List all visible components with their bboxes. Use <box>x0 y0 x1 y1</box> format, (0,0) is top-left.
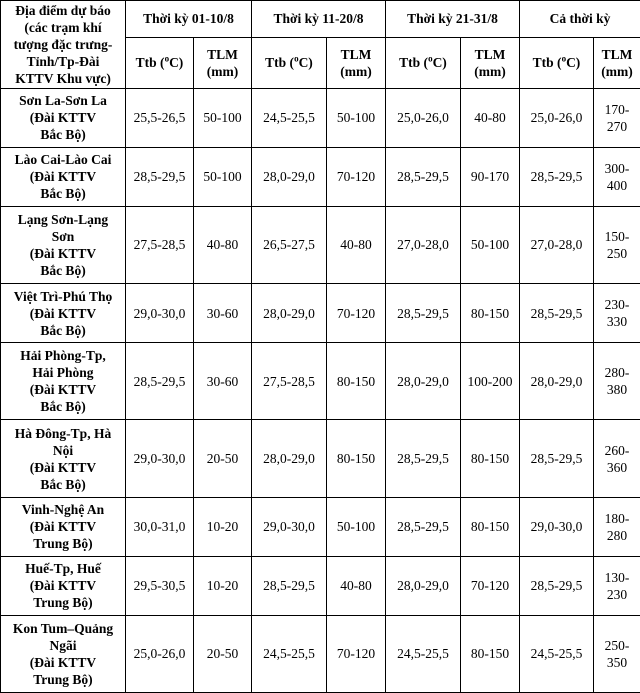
table-row <box>1 89 640 148</box>
ttb-value-cell: 29,0-30,0 <box>126 284 194 343</box>
tlm-value-cell: 260-360 <box>594 420 640 497</box>
tlm-value-cell: 150-250 <box>594 206 640 283</box>
table-row <box>1 420 640 497</box>
tlm-value-cell: 80-150 <box>461 497 520 556</box>
ttb-value-cell: 28,5-29,5 <box>386 147 461 206</box>
table-row <box>1 147 640 206</box>
tlm-value-cell: 80-150 <box>327 420 386 497</box>
ttb-value-cell: 24,5-25,5 <box>252 89 327 148</box>
ttb-value-cell: 26,5-27,5 <box>252 206 327 283</box>
station-name-cell: Huế-Tp, Huế (Đài KTTV Trung Bộ) <box>1 556 126 615</box>
ttb-column-header: Ttb ($^o$C) <box>520 37 594 88</box>
tlm-value-cell: 40-80 <box>194 206 252 283</box>
tlm-column-header: TLM (mm) <box>327 37 386 88</box>
ttb-value-cell: 28,0-29,0 <box>386 556 461 615</box>
period-header: Thời kỳ 01-10/8 <box>126 1 252 38</box>
table-row <box>1 206 640 283</box>
ttb-value-cell: 24,5-25,5 <box>252 615 327 692</box>
tlm-value-cell: 50-100 <box>194 147 252 206</box>
ttb-value-cell: 29,0-30,0 <box>252 497 327 556</box>
ttb-value-cell: 28,5-29,5 <box>520 556 594 615</box>
tlm-value-cell: 250-350 <box>594 615 640 692</box>
table-row <box>1 556 640 615</box>
station-name-cell: Lạng Sơn-Lạng Sơn (Đài KTTV Bắc Bộ) <box>1 206 126 283</box>
ttb-value-cell: 25,0-26,0 <box>520 89 594 148</box>
ttb-column-header: Ttb ($^o$C) <box>126 37 194 88</box>
ttb-value-cell: 29,5-30,5 <box>126 556 194 615</box>
station-name-cell: Lào Cai-Lào Cai (Đài KTTV Bắc Bộ) <box>1 147 126 206</box>
tlm-value-cell: 70-120 <box>461 556 520 615</box>
tlm-value-cell: 100-200 <box>461 342 520 419</box>
ttb-value-cell: 28,5-29,5 <box>386 497 461 556</box>
ttb-value-cell: 28,5-29,5 <box>386 284 461 343</box>
ttb-value-cell: 28,0-29,0 <box>252 420 327 497</box>
ttb-value-cell: 28,0-29,0 <box>520 342 594 419</box>
period-header: Cả thời kỳ <box>520 1 640 38</box>
ttb-value-cell: 29,0-30,0 <box>126 420 194 497</box>
tlm-value-cell: 130-230 <box>594 556 640 615</box>
ttb-value-cell: 27,0-28,0 <box>386 206 461 283</box>
ttb-value-cell: 28,5-29,5 <box>520 420 594 497</box>
tlm-value-cell: 280-380 <box>594 342 640 419</box>
tlm-value-cell: 70-120 <box>327 147 386 206</box>
header-row-periods <box>1 1 640 38</box>
tlm-value-cell: 50-100 <box>194 89 252 148</box>
ttb-value-cell: 28,0-29,0 <box>252 147 327 206</box>
tlm-value-cell: 20-50 <box>194 420 252 497</box>
ttb-column-header: Ttb ($^o$C) <box>386 37 461 88</box>
tlm-value-cell: 20-50 <box>194 615 252 692</box>
table-row <box>1 284 640 343</box>
ttb-value-cell: 29,0-30,0 <box>520 497 594 556</box>
tlm-value-cell: 70-120 <box>327 615 386 692</box>
ttb-value-cell: 25,5-26,5 <box>126 89 194 148</box>
tlm-value-cell: 30-60 <box>194 284 252 343</box>
table-row <box>1 342 640 419</box>
tlm-column-header: TLM (mm) <box>594 37 640 88</box>
station-name-cell: Sơn La-Sơn La (Đài KTTV Bắc Bộ) <box>1 89 126 148</box>
ttb-value-cell: 28,5-29,5 <box>520 284 594 343</box>
station-name-cell: Kon Tum–Quảng Ngãi (Đài KTTV Trung Bộ) <box>1 615 126 692</box>
tlm-column-header: TLM (mm) <box>194 37 252 88</box>
ttb-value-cell: 27,5-28,5 <box>252 342 327 419</box>
tlm-value-cell: 80-150 <box>461 284 520 343</box>
ttb-value-cell: 24,5-25,5 <box>386 615 461 692</box>
tlm-value-cell: 50-100 <box>327 89 386 148</box>
tlm-value-cell: 40-80 <box>461 89 520 148</box>
ttb-column-header: Ttb ($^o$C) <box>252 37 327 88</box>
station-name-cell: Việt Trì-Phú Thọ (Đài KTTV Bắc Bộ) <box>1 284 126 343</box>
period-header: Thời kỳ 21-31/8 <box>386 1 520 38</box>
tlm-value-cell: 90-170 <box>461 147 520 206</box>
tlm-value-cell: 80-150 <box>461 615 520 692</box>
ttb-value-cell: 30,0-31,0 <box>126 497 194 556</box>
ttb-value-cell: 28,0-29,0 <box>386 342 461 419</box>
table-row <box>1 615 640 692</box>
ttb-value-cell: 27,5-28,5 <box>126 206 194 283</box>
tlm-value-cell: 230-330 <box>594 284 640 343</box>
tlm-value-cell: 180-280 <box>594 497 640 556</box>
tlm-value-cell: 300-400 <box>594 147 640 206</box>
tlm-value-cell: 10-20 <box>194 497 252 556</box>
tlm-value-cell: 10-20 <box>194 556 252 615</box>
station-name-cell: Hải Phòng-Tp, Hải Phòng (Đài KTTV Bắc Bộ) <box>1 342 126 419</box>
ttb-value-cell: 28,5-29,5 <box>252 556 327 615</box>
ttb-value-cell: 27,0-28,0 <box>520 206 594 283</box>
tlm-value-cell: 40-80 <box>327 556 386 615</box>
station-column-header: Địa điểm dự báo (các trạm khí tượng đặc trưng- Tỉnh/Tp-Đài KTTV Khu vực) <box>1 1 126 89</box>
station-name-cell: Vinh-Nghệ An (Đài KTTV Trung Bộ) <box>1 497 126 556</box>
period-header: Thời kỳ 11-20/8 <box>252 1 386 38</box>
tlm-value-cell: 50-100 <box>461 206 520 283</box>
tlm-value-cell: 40-80 <box>327 206 386 283</box>
ttb-value-cell: 28,0-29,0 <box>252 284 327 343</box>
station-name-cell: Hà Đông-Tp, Hà Nội (Đài KTTV Bắc Bộ) <box>1 420 126 497</box>
ttb-value-cell: 28,5-29,5 <box>126 147 194 206</box>
tlm-value-cell: 80-150 <box>327 342 386 419</box>
tlm-value-cell: 170-270 <box>594 89 640 148</box>
tlm-column-header: TLM (mm) <box>461 37 520 88</box>
ttb-value-cell: 28,5-29,5 <box>386 420 461 497</box>
tlm-value-cell: 70-120 <box>327 284 386 343</box>
tlm-value-cell: 50-100 <box>327 497 386 556</box>
ttb-value-cell: 25,0-26,0 <box>386 89 461 148</box>
tlm-value-cell: 30-60 <box>194 342 252 419</box>
ttb-value-cell: 24,5-25,5 <box>520 615 594 692</box>
table-row <box>1 497 640 556</box>
ttb-value-cell: 28,5-29,5 <box>126 342 194 419</box>
ttb-value-cell: 28,5-29,5 <box>520 147 594 206</box>
tlm-value-cell: 80-150 <box>461 420 520 497</box>
ttb-value-cell: 25,0-26,0 <box>126 615 194 692</box>
table-body <box>1 89 640 693</box>
